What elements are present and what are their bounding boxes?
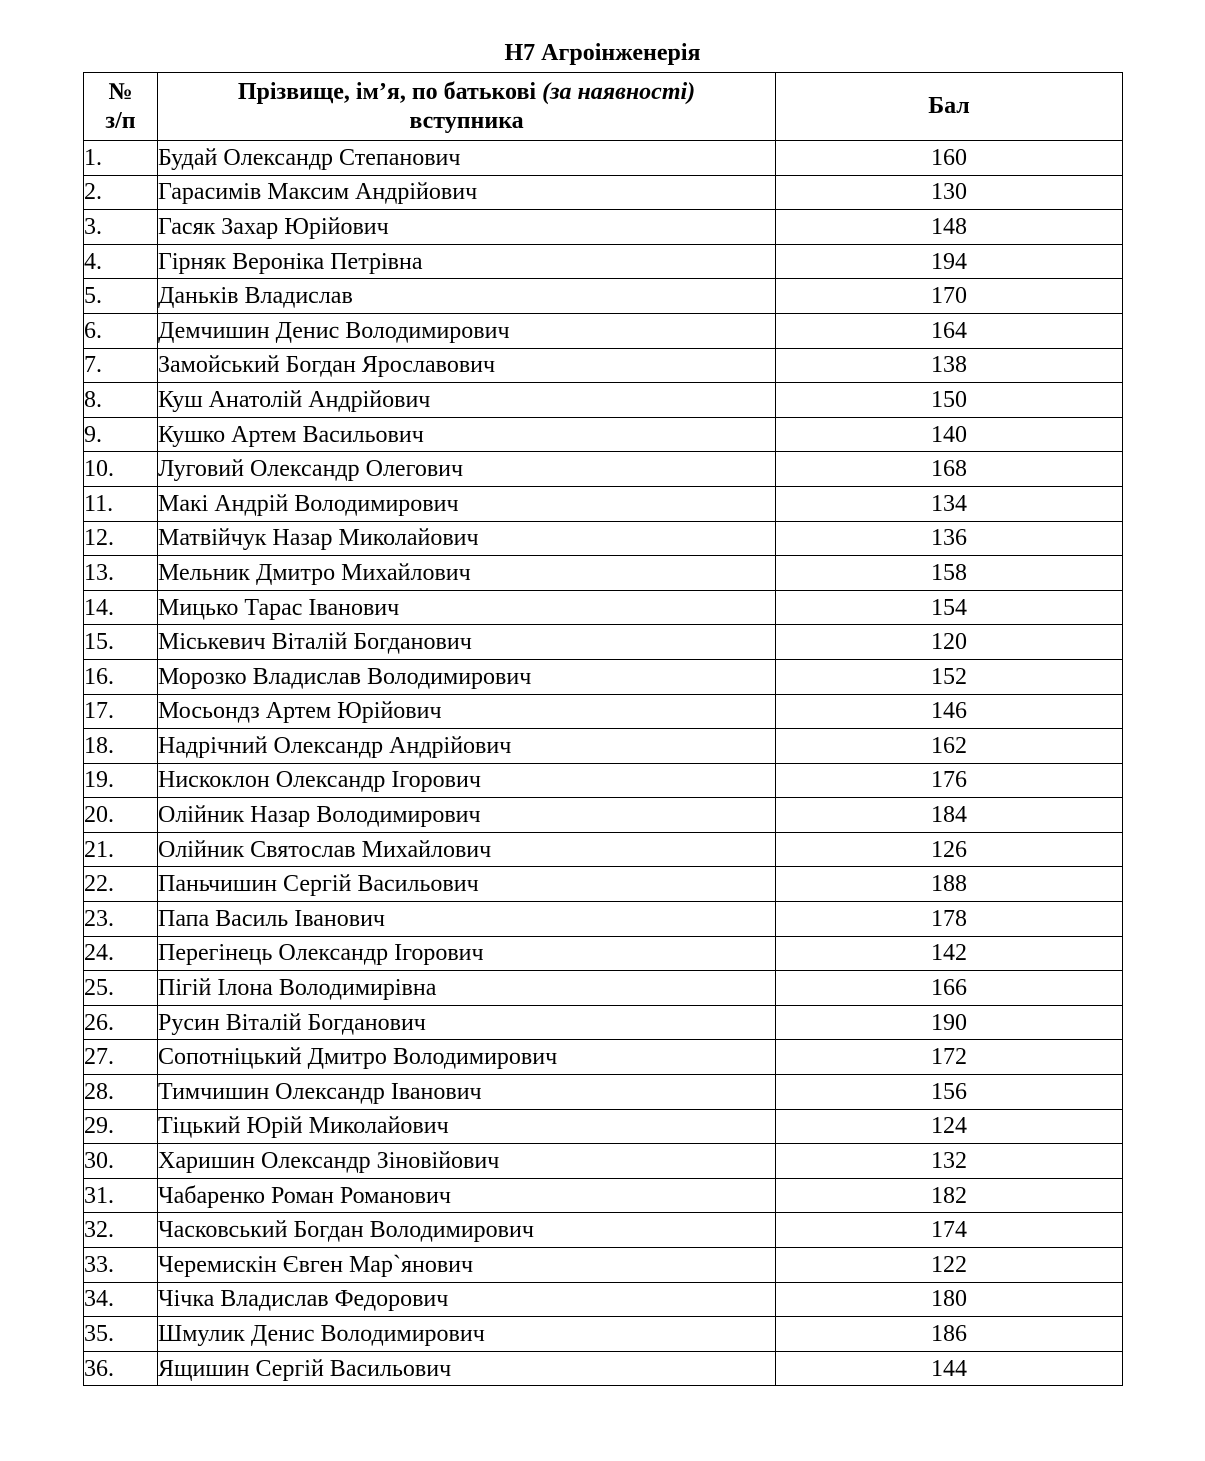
- table-row: [84, 1109, 1123, 1144]
- row-number: 15.: [84, 625, 158, 660]
- header-number-symbol: №: [108, 78, 133, 105]
- row-number: 35.: [84, 1317, 158, 1352]
- table-row: [84, 1317, 1123, 1352]
- row-number: 26.: [84, 1005, 158, 1040]
- row-number: 16.: [84, 659, 158, 694]
- applicant-name: Гірняк Вероніка Петрівна: [158, 244, 776, 279]
- applicant-name: Демчишин Денис Володимирович: [158, 313, 776, 348]
- applicant-name: Гарасимів Максим Андрійович: [158, 175, 776, 210]
- header-name-italic: (за наявності): [542, 78, 696, 105]
- row-number: 30.: [84, 1144, 158, 1179]
- applicant-score: 130: [776, 175, 1123, 210]
- table-row: [84, 867, 1123, 902]
- applicant-name: Часковський Богдан Володимирович: [158, 1213, 776, 1248]
- applicant-score: 186: [776, 1317, 1123, 1352]
- applicant-name: Кушко Артем Васильович: [158, 417, 776, 452]
- applicant-score: 176: [776, 763, 1123, 798]
- applicant-score: 172: [776, 1040, 1123, 1075]
- applicant-name: Замойський Богдан Ярославович: [158, 348, 776, 383]
- applicant-name: Харишин Олександр Зіновійович: [158, 1144, 776, 1179]
- header-number-label: з/п: [105, 107, 136, 134]
- table-row: [84, 1351, 1123, 1386]
- header-name: [158, 73, 776, 141]
- table-row: [84, 729, 1123, 764]
- table-row: [84, 971, 1123, 1006]
- row-number: 27.: [84, 1040, 158, 1075]
- applicant-name: Макі Андрій Володимирович: [158, 486, 776, 521]
- row-number: 13.: [84, 556, 158, 591]
- applicant-name: Нискоклон Олександр Ігорович: [158, 763, 776, 798]
- applicant-name: Морозко Владислав Володимирович: [158, 659, 776, 694]
- table-row: [84, 590, 1123, 625]
- applicant-name: Олійник Святослав Михайлович: [158, 832, 776, 867]
- applicant-score: 164: [776, 313, 1123, 348]
- table-row: [84, 141, 1123, 176]
- applicant-name: Ящишин Сергій Васильович: [158, 1351, 776, 1386]
- applicant-name: Будай Олександр Степанович: [158, 141, 776, 176]
- applicant-name: Сопотніцький Дмитро Володимирович: [158, 1040, 776, 1075]
- row-number: 8.: [84, 383, 158, 418]
- applicant-score: 154: [776, 590, 1123, 625]
- applicants-table: [83, 72, 1123, 1386]
- applicant-score: 174: [776, 1213, 1123, 1248]
- row-number: 22.: [84, 867, 158, 902]
- applicant-name: Міськевич Віталій Богданович: [158, 625, 776, 660]
- applicant-score: 158: [776, 556, 1123, 591]
- applicant-score: 134: [776, 486, 1123, 521]
- row-number: 28.: [84, 1075, 158, 1110]
- table-row: [84, 1075, 1123, 1110]
- table-row: [84, 1005, 1123, 1040]
- applicant-score: 188: [776, 867, 1123, 902]
- applicant-name: Перегінець Олександр Ігорович: [158, 936, 776, 971]
- applicant-score: 148: [776, 210, 1123, 245]
- row-number: 17.: [84, 694, 158, 729]
- row-number: 19.: [84, 763, 158, 798]
- table-row: [84, 902, 1123, 937]
- applicant-score: 156: [776, 1075, 1123, 1110]
- applicant-score: 122: [776, 1248, 1123, 1283]
- applicant-score: 120: [776, 625, 1123, 660]
- row-number: 9.: [84, 417, 158, 452]
- applicant-score: 124: [776, 1109, 1123, 1144]
- applicant-score: 170: [776, 279, 1123, 314]
- table-row: [84, 1178, 1123, 1213]
- row-number: 32.: [84, 1213, 158, 1248]
- table-row: [84, 1282, 1123, 1317]
- table-row: [84, 452, 1123, 487]
- table-row: [84, 1213, 1123, 1248]
- table-row: [84, 348, 1123, 383]
- table-header: [84, 73, 1123, 141]
- applicant-score: 150: [776, 383, 1123, 418]
- applicant-name: Луговий Олександр Олегович: [158, 452, 776, 487]
- applicant-score: 162: [776, 729, 1123, 764]
- row-number: 1.: [84, 141, 158, 176]
- applicant-score: 182: [776, 1178, 1123, 1213]
- applicant-score: 184: [776, 798, 1123, 833]
- table-row: [84, 1040, 1123, 1075]
- row-number: 14.: [84, 590, 158, 625]
- applicant-name: Тимчишин Олександр Іванович: [158, 1075, 776, 1110]
- applicant-name: Гасяк Захар Юрійович: [158, 210, 776, 245]
- row-number: 33.: [84, 1248, 158, 1283]
- table-row: [84, 763, 1123, 798]
- applicant-name: Чічка Владислав Федорович: [158, 1282, 776, 1317]
- table-row: [84, 313, 1123, 348]
- applicant-name: Даньків Владислав: [158, 279, 776, 314]
- applicant-score: 152: [776, 659, 1123, 694]
- applicant-score: 138: [776, 348, 1123, 383]
- row-number: 10.: [84, 452, 158, 487]
- applicant-score: 142: [776, 936, 1123, 971]
- applicant-name: Шмулик Денис Володимирович: [158, 1317, 776, 1352]
- row-number: 29.: [84, 1109, 158, 1144]
- table-row: [84, 694, 1123, 729]
- applicant-name: Русин Віталій Богданович: [158, 1005, 776, 1040]
- header-name-main: Прізвище, ім’я, по батькові: [237, 78, 537, 105]
- page-title: Н7 Агроінженерія: [504, 40, 701, 66]
- row-number: 23.: [84, 902, 158, 937]
- applicant-name: Матвійчук Назар Миколайович: [158, 521, 776, 556]
- applicant-score: 166: [776, 971, 1123, 1006]
- applicant-name: Мельник Дмитро Михайлович: [158, 556, 776, 591]
- table-row: [84, 210, 1123, 245]
- applicant-score: 160: [776, 141, 1123, 176]
- applicant-score: 132: [776, 1144, 1123, 1179]
- applicant-score: 168: [776, 452, 1123, 487]
- applicant-name: Тіцький Юрій Миколайович: [158, 1109, 776, 1144]
- row-number: 18.: [84, 729, 158, 764]
- table-row: [84, 798, 1123, 833]
- table-row: [84, 417, 1123, 452]
- row-number: 25.: [84, 971, 158, 1006]
- table-row: [84, 659, 1123, 694]
- applicant-score: 180: [776, 1282, 1123, 1317]
- row-number: 5.: [84, 279, 158, 314]
- applicant-name: Мосьондз Артем Юрійович: [158, 694, 776, 729]
- row-number: 24.: [84, 936, 158, 971]
- row-number: 6.: [84, 313, 158, 348]
- table-row: [84, 486, 1123, 521]
- row-number: 2.: [84, 175, 158, 210]
- table-row: [84, 1144, 1123, 1179]
- row-number: 4.: [84, 244, 158, 279]
- applicant-name: Черемискін Євген Мар`янович: [158, 1248, 776, 1283]
- applicant-name: Паньчишин Сергій Васильович: [158, 867, 776, 902]
- table-row: [84, 175, 1123, 210]
- applicant-score: 144: [776, 1351, 1123, 1386]
- row-number: 11.: [84, 486, 158, 521]
- table-row: [84, 383, 1123, 418]
- row-number: 36.: [84, 1351, 158, 1386]
- table-row: [84, 279, 1123, 314]
- row-number: 31.: [84, 1178, 158, 1213]
- applicant-name: Олійник Назар Володимирович: [158, 798, 776, 833]
- applicant-name: Пігій Ілона Володимирівна: [158, 971, 776, 1006]
- header-score: Бал: [776, 73, 1123, 141]
- applicant-score: 126: [776, 832, 1123, 867]
- table-row: [84, 832, 1123, 867]
- row-number: 3.: [84, 210, 158, 245]
- table-row: [84, 244, 1123, 279]
- applicant-name: Чабаренко Роман Романович: [158, 1178, 776, 1213]
- row-number: 21.: [84, 832, 158, 867]
- table-row: [84, 521, 1123, 556]
- applicant-name: Мицько Тарас Іванович: [158, 590, 776, 625]
- applicant-score: 140: [776, 417, 1123, 452]
- applicant-score: 136: [776, 521, 1123, 556]
- header-row: [84, 73, 1123, 141]
- applicant-name: Надрічний Олександр Андрійович: [158, 729, 776, 764]
- applicant-score: 194: [776, 244, 1123, 279]
- applicant-score: 178: [776, 902, 1123, 937]
- row-number: 7.: [84, 348, 158, 383]
- applicant-score: 190: [776, 1005, 1123, 1040]
- table-row: [84, 625, 1123, 660]
- header-number: [84, 73, 158, 141]
- applicant-score: 146: [776, 694, 1123, 729]
- header-name-second-line: вступника: [409, 107, 524, 134]
- applicant-name: Папа Василь Іванович: [158, 902, 776, 937]
- table-row: [84, 1248, 1123, 1283]
- applicant-name: Куш Анатолій Андрійович: [158, 383, 776, 418]
- table-body: [84, 141, 1123, 1386]
- row-number: 12.: [84, 521, 158, 556]
- table-row: [84, 556, 1123, 591]
- table-row: [84, 936, 1123, 971]
- row-number: 34.: [84, 1282, 158, 1317]
- row-number: 20.: [84, 798, 158, 833]
